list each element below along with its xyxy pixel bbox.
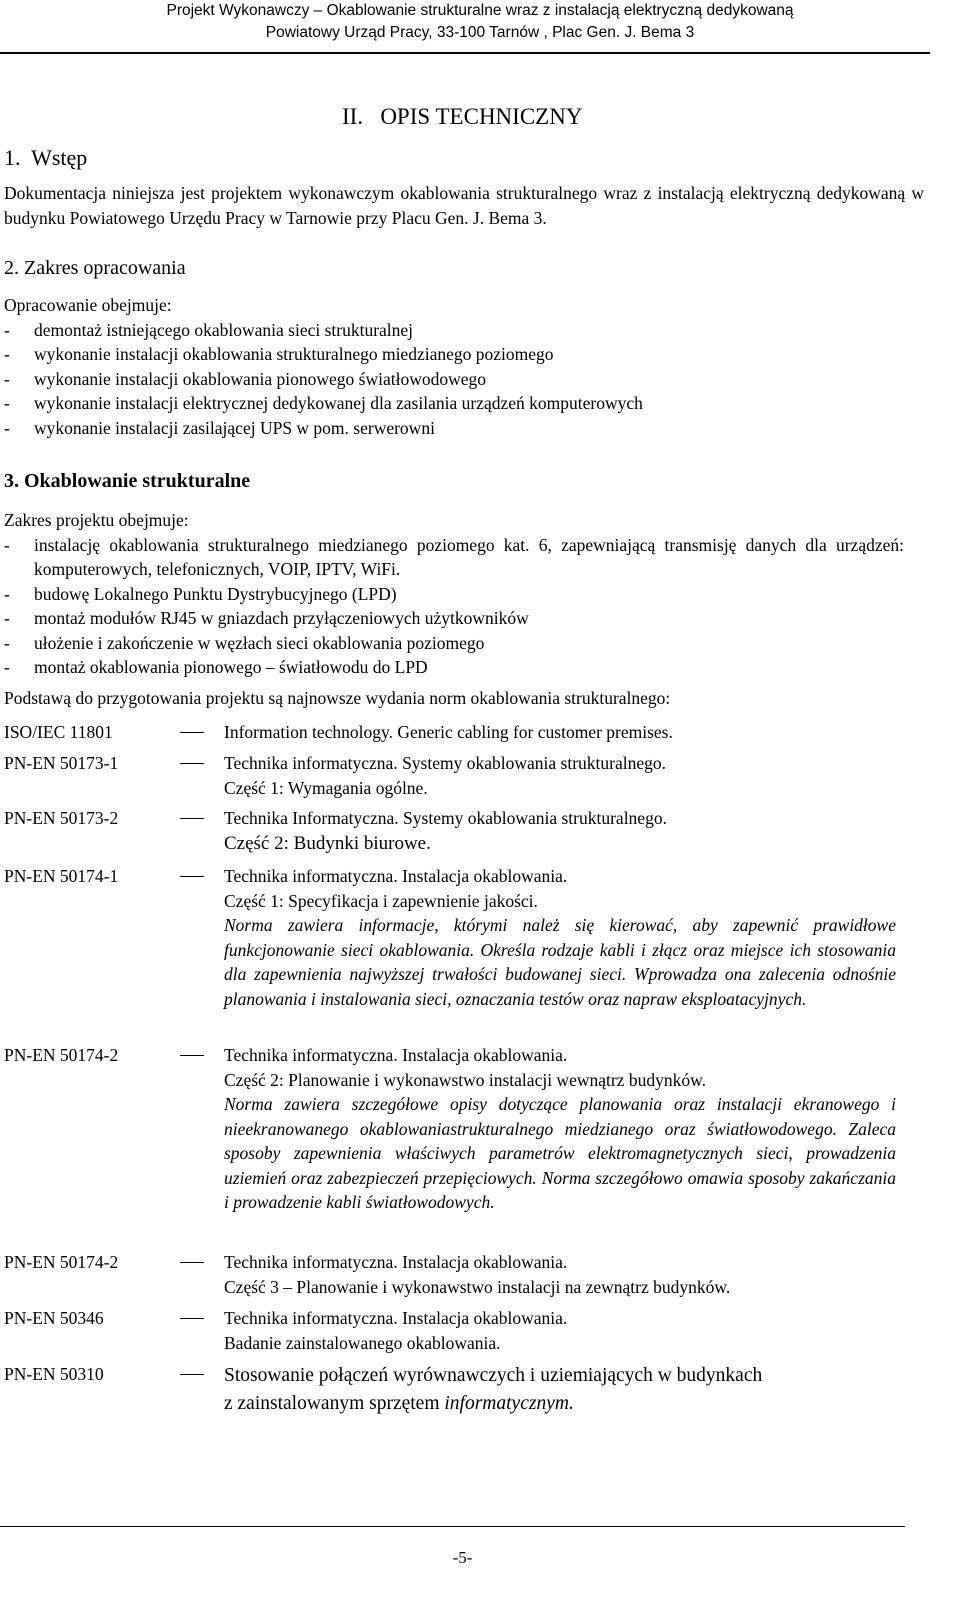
dash-separator — [180, 876, 204, 877]
list-item: - wykonanie instalacji okablowania pionowego światłowodowego — [4, 367, 924, 392]
list-item: - demontaż istniejącego okablowania sieci strukturalnej — [4, 318, 924, 343]
standard-note: Norma zawiera szczegółowe opisy dotyczące planowania oraz instalacji ekranowego i nieekranowanego okablowaniastrukturalnego miedzianego oraz światłowodowego. Zaleca sposoby zapewnienia właściwych parametrów elektromagnetycznych sieci, prowadzenia uziemień oraz zabezpieczeń przepięciowych. Norma szczegółowo omawia sposoby zakańczania i prowadzenie kabli światłowodowych. — [224, 1094, 896, 1212]
standard-title: Technika Informatyczna. Systemy okablowania strukturalnego. — [224, 808, 667, 828]
standard-part: Część 3 – Planowanie i wykonawstwo instalacji na zewnątrz budynków. — [224, 1276, 731, 1297]
section-3-heading: 3. Okablowanie strukturalne — [4, 470, 251, 492]
section-3-intro: Zakres projektu obejmuje: — [4, 510, 189, 530]
header-line-1: Projekt Wykonawczy – Okablowanie strukturalne wraz z instalacją elektryczną dedykowaną — [166, 2, 794, 19]
dash-separator — [180, 1374, 204, 1375]
list-item: - wykonanie instalacji zasilającej UPS w pom. serwerowni — [4, 416, 924, 441]
section-2-heading: 2. Zakres opracowania — [4, 257, 186, 279]
list-item: - ułożenie i zakończenie w węzłach sieci okablowania poziomego — [4, 631, 904, 656]
dash-separator — [180, 732, 204, 733]
standard-title: Technika informatyczna. Instalacja okablowania. — [224, 1252, 568, 1272]
standard-code: PN-EN 50174-2 — [4, 1252, 119, 1272]
section-2-body — [4, 293, 924, 440]
section-2-intro: Opracowanie obejmuje: — [4, 295, 172, 315]
standard-code: PN-EN 50173-1 — [4, 753, 119, 773]
standard-title: Technika informatyczna. Instalacja okablowania. — [224, 1045, 568, 1065]
standard-part: Część 1: Wymagania ogólne. — [224, 777, 428, 798]
standard-part-italic: informatycznym. — [444, 1393, 574, 1414]
standard-part: Część 2: Planowanie i wykonawstwo instalacji wewnątrz budynków. — [224, 1069, 706, 1090]
standard-code: PN-EN 50173-2 — [4, 808, 119, 828]
dash-separator — [180, 1318, 204, 1319]
standard-part: Część 2: Budynki biurowe. — [224, 832, 431, 854]
standard-title: Stosowanie połączeń wyrównawczych i uziemiających w budynkach — [224, 1365, 763, 1386]
list-item: - wykonanie instalacji okablowania strukturalnego miedzianego poziomego — [4, 342, 924, 367]
list-item: - budowę Lokalnego Punktu Dystrybucyjnego (LPD) — [4, 582, 904, 607]
list-item: - instalację okablowania strukturalnego miedzianego poziomego kat. 6, zapewniającą transmisję danych dla urządzeń: komputerowych, telefonicznych, VOIP, IPTV, WiFi. — [4, 533, 904, 582]
dash-separator — [180, 1262, 204, 1263]
standard-code: PN-EN 50346 — [4, 1308, 104, 1328]
standard-code: PN-EN 50310 — [4, 1364, 104, 1384]
section-1-text: Dokumentacja niniejsza jest projektem wykonawczym okablowania strukturalnego wraz z instalacją elektryczną dedykowaną w budynku Powiatowego Urzędu Pracy w Tarnowie przy Placu Gen. J. Bema 3. — [4, 183, 924, 228]
footer-divider — [0, 1526, 905, 1527]
page-number: -5- — [452, 1548, 473, 1567]
section-2-list — [4, 318, 924, 441]
standard-part: Część 1: Specyfikacja i zapewnienie jakości. — [224, 890, 538, 911]
standard-title: Technika informatyczna. Systemy okablowania strukturalnego. — [224, 753, 666, 773]
page-header — [0, 0, 960, 44]
standard-code: ISO/IEC 11801 — [4, 722, 113, 742]
list-item: - montaż okablowania pionowego – światłowodu do LPD — [4, 655, 904, 680]
section-1-heading: 1. Wstęp — [4, 145, 88, 170]
dash-separator — [180, 1055, 204, 1056]
list-item: - wykonanie instalacji elektrycznej dedykowanej dla zasilania urządzeń komputerowych — [4, 391, 924, 416]
dash-separator — [180, 763, 204, 764]
standard-title: Technika informatyczna. Instalacja okablowania. — [224, 1308, 568, 1328]
standard-code: PN-EN 50174-1 — [4, 866, 119, 886]
header-divider — [0, 52, 930, 54]
document-title: II. OPIS TECHNICZNY — [342, 104, 583, 129]
standard-code: PN-EN 50174-2 — [4, 1045, 119, 1065]
standard-note: Norma zawiera informacje, którymi należ się kierować, aby zapewnić prawidłowe funkcjonowanie sieci okablowania. Określa rodzaje kabli i złącz oraz miejsce ich stosowania dla zapewnienia najwyższej trwałości budowanej sieci. Wprowadza ona zalecenia odnośnie planowania i instalowania sieci, oznaczania testów oraz napraw eksploatacyjnych. — [224, 915, 896, 1009]
norms-intro: Podstawą do przygotowania projektu są najnowsze wydania norm okablowania strukturalnego: — [4, 687, 671, 708]
list-item: - montaż modułów RJ45 w gniazdach przyłączeniowych użytkowników — [4, 606, 904, 631]
standard-part-line — [224, 1390, 896, 1418]
standard-part: z zainstalowanym sprzętem — [224, 1393, 440, 1414]
section-3-body — [4, 508, 904, 710]
standard-part: Badanie zainstalowanego okablowania. — [224, 1332, 501, 1353]
header-line-2: Powiatowy Urząd Pracy, 33-100 Tarnów , Plac Gen. J. Bema 3 — [265, 24, 695, 41]
dash-separator — [180, 818, 204, 819]
section-3-list — [4, 533, 904, 680]
standard-title: Technika informatyczna. Instalacja okablowania. — [224, 866, 568, 886]
standard-title: Information technology. Generic cabling for customer premises. — [224, 722, 673, 742]
